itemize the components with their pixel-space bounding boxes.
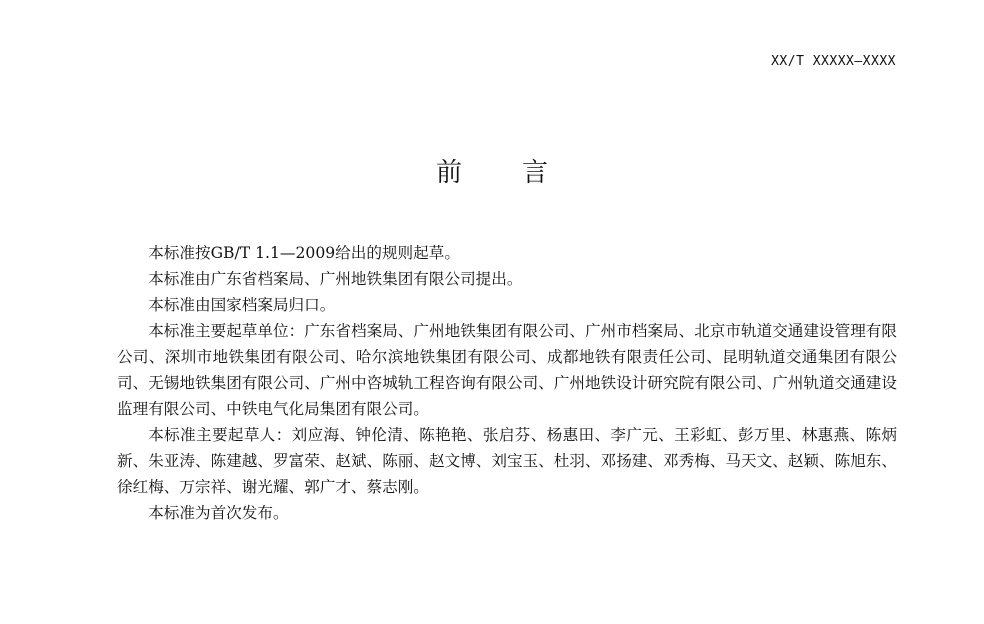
page-title xyxy=(0,152,984,189)
title-char-1: 前 xyxy=(435,158,462,188)
foreword-body xyxy=(117,240,897,526)
paragraph-drafting-rules: 本标准按GB/T 1.1—2009给出的规则起草。 xyxy=(148,244,460,262)
title-char-2: 言 xyxy=(522,158,549,188)
paragraph-first-release: 本标准为首次发布。 xyxy=(148,504,289,522)
paragraph-drafting-units: 本标准主要起草单位：广东省档案局、广州地铁集团有限公司、广州市档案局、北京市轨道交通建设管理有限公司、深圳市地铁集团有限公司、哈尔滨地铁集团有限公司、成都地铁有限责任公司、昆明轨道交通集团有限公司、无锡地铁集团有限公司、广州中咨城轨工程咨询有限公司、广州地铁设计研究院有限公司、广州轨道交通建设监理有限公司、中铁电气化局集团有限公司。 xyxy=(117,322,897,418)
paragraph-proposed-by: 本标准由广东省档案局、广州地铁集团有限公司提出。 xyxy=(148,270,523,288)
paragraph-drafters: 本标准主要起草人：刘应海、钟伦清、陈艳艳、张启芬、杨惠田、李广元、王彩虹、彭万里、林惠燕、陈炳新、朱亚涛、陈建越、罗富荣、赵斌、陈丽、赵文博、刘宝玉、杜羽、邓扬建、邓秀梅、马天文、赵颖、陈旭东、徐红梅、万宗祥、谢光耀、郭广才、蔡志刚。 xyxy=(117,426,897,496)
standard-code: XX/T XXXXX—XXXX xyxy=(771,54,896,69)
paragraph-centralized-by: 本标准由国家档案局归口。 xyxy=(148,296,336,314)
